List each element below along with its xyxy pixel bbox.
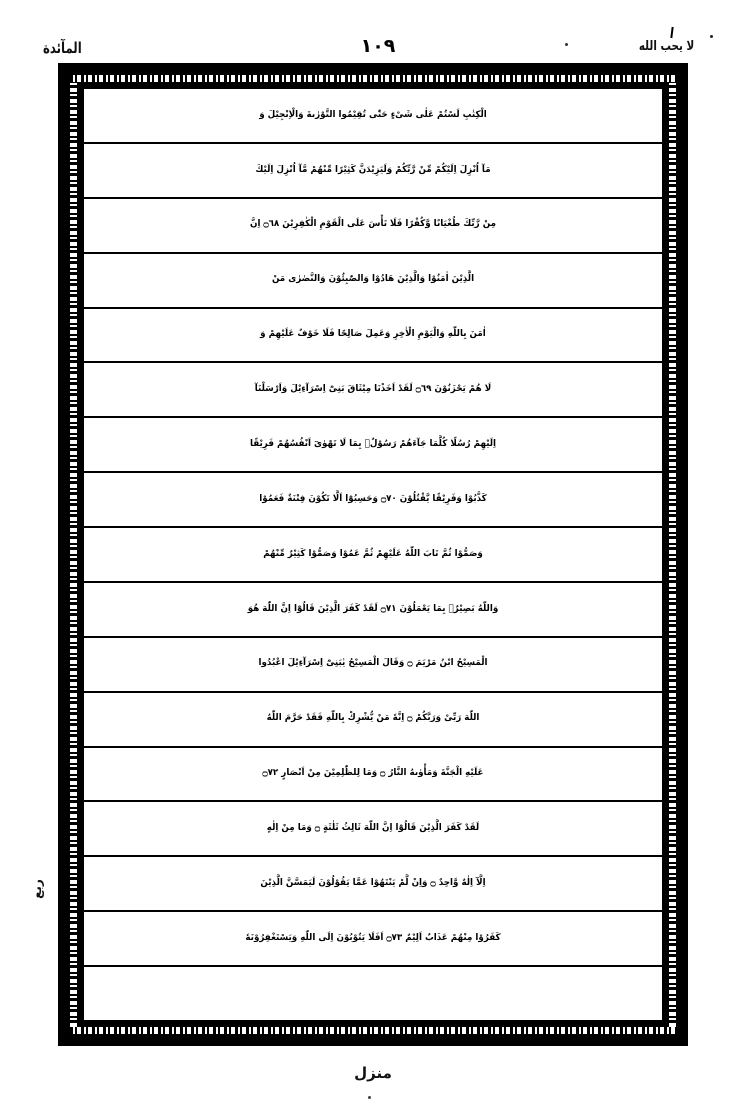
- page-number: ١٠٩: [360, 35, 396, 57]
- frame-ornament-border: [63, 68, 683, 1041]
- ayah-line: [84, 967, 662, 1020]
- ayah-line-text: الْكِتٰبِ لَسْتُمْ عَلٰى شَىْءٍ حَتّٰى تُقِيْمُوا التَّوْرٰىةَ وَالْاِنْجِيْلَ وَ: [259, 109, 487, 120]
- ayah-line-text: وَاللّٰهُ بَصِيْرٌۢ بِمَا يَعْمَلُوْنَ ۝٧١ لَقَدْ كَفَرَ الَّذِيْنَ قَالُوْٓا اِنَّ اللّٰهَ هُوَ: [247, 603, 499, 614]
- ayah-line: [84, 528, 662, 583]
- header-dot-right: [710, 35, 713, 38]
- ayah-line-text: الْمَسِيْحُ ابْنُ مَرْيَمَ ۝ وَقَالَ الْمَسِيْحُ يٰبَنِىْٓ اِسْرَآءِيْلَ اعْبُدُوا: [258, 658, 488, 669]
- ayah-line: [84, 912, 662, 967]
- juz-marker-label: لا يحب الله: [638, 39, 694, 54]
- ayah-line-text: مِنْ رَّبِّكَ طُغْيَانًا وَّكُفْرًا فَلَا تَأْسَ عَلَى الْقَوْمِ الْكٰفِرِيْنَ ۝٦٨ اِنَّ: [249, 219, 496, 230]
- ayah-line: [84, 199, 662, 254]
- ayah-line: [84, 144, 662, 199]
- surah-name-label: المآئدة: [43, 39, 82, 57]
- ayah-line: [84, 418, 662, 473]
- ayah-line-text: اللّٰهَ رَبِّىْ وَرَبَّكُمْ ۝ اِنَّهٗ مَنْ يُّشْرِكْ بِاللّٰهِ فَقَدْ حَرَّمَ اللّٰهُ: [266, 713, 480, 724]
- ayah-line: [84, 638, 662, 693]
- ayah-line-text: لَا هُمْ يَحْزَنُوْنَ ۝٦٩ لَقَدْ اَخَذْنَا مِيْثَاقَ بَنِىْٓ اِسْرَآءِيْلَ وَاَرْسَلْنَآ: [254, 384, 492, 395]
- ayah-line: [84, 857, 662, 912]
- ayah-line-text: اِلَيْهِمْ رُسُلًا كُلَّمَا جَآءَهُمْ رَسُوْلٌۢ بِمَا لَا تَهْوٰىٓ اَنْفُسُهُمْ فَرِيْقًا: [249, 438, 497, 449]
- side-rub-marker: [28, 852, 46, 926]
- frame-inner-area: [82, 87, 664, 1022]
- ayah-line-text: مَآ اُنْزِلَ اِلَيْكُمْ مِّنْ رَّبِّكُمْ وَلَيَزِيْدَنَّ كَثِيْرًا مِّنْهُمْ مَّآ اُنْزِلَ اِلَيْكَ: [255, 164, 491, 175]
- header-dot-center: [565, 43, 568, 46]
- ayah-line: [84, 309, 662, 364]
- ayah-line: [84, 254, 662, 309]
- ayah-line: [84, 748, 662, 803]
- ayah-line: [84, 89, 662, 144]
- page-footer: [0, 1063, 746, 1082]
- ayah-line: [84, 583, 662, 638]
- page-header: [40, 22, 716, 56]
- ayah-line: [84, 693, 662, 748]
- header-tick-mark: [670, 27, 673, 38]
- ayah-line-text: لَقَدْ كَفَرَ الَّذِيْنَ قَالُوْٓا اِنَّ اللّٰهَ ثَالِثُ ثَلٰثَةٍ ۝ وَمَا مِنْ اِلٰهٍ: [266, 823, 480, 834]
- ayah-line-text: عَلَيْهِ الْجَنَّةَ وَمَأْوٰىهُ النَّارُ ۝ وَمَا لِلظّٰلِمِيْنَ مِنْ اَنْصَارٍ ۝٧٢: [262, 768, 484, 779]
- manzil-label: منزل: [354, 1064, 392, 1082]
- side-rub-marker-label: ربع: [30, 879, 44, 899]
- ayah-line-text: كَفَرُوْا مِنْهُمْ عَذَابٌ اَلِيْمٌ ۝٧٣ اَفَلَا يَتُوْبُوْنَ اِلَى اللّٰهِ وَيَسْتَغْفِرُوْنَهٗ: [245, 932, 501, 943]
- ayah-lines-container: [84, 89, 662, 1020]
- ayah-line: [84, 473, 662, 528]
- ayah-line: [84, 363, 662, 418]
- ayah-line-text: الَّذِيْنَ اٰمَنُوْا وَالَّذِيْنَ هَادُوْا وَالصّٰبِئُوْنَ وَالنَّصٰرٰى مَنْ: [271, 274, 475, 285]
- ayah-line-text: كَذَّبُوْا وَفَرِيْقًا يَّقْتُلُوْنَ ۝٧٠ وَحَسِبُوْٓا اَلَّا تَكُوْنَ فِتْنَةٌ فَعَمُوْا: [259, 493, 487, 504]
- footer-dot: [368, 1096, 371, 1099]
- ayah-line: [84, 802, 662, 857]
- text-frame: [58, 63, 688, 1046]
- ayah-line-text: اِلَّآ اِلٰهٌ وَّاحِدٌ ۝ وَاِنْ لَّمْ يَنْتَهُوْا عَمَّا يَقُوْلُوْنَ لَيَمَسَّنَّ الَّذِيْنَ: [260, 877, 486, 888]
- ayah-line-text: وَصَمُّوْا ثُمَّ تَابَ اللّٰهُ عَلَيْهِمْ ثُمَّ عَمُوْا وَصَمُّوْا كَثِيْرٌ مِّنْهُمْ: [263, 548, 483, 559]
- ayah-line-text: اٰمَنَ بِاللّٰهِ وَالْيَوْمِ الْاٰخِرِ وَعَمِلَ صَالِحًا فَلَا خَوْفٌ عَلَيْهِمْ وَ: [260, 329, 486, 340]
